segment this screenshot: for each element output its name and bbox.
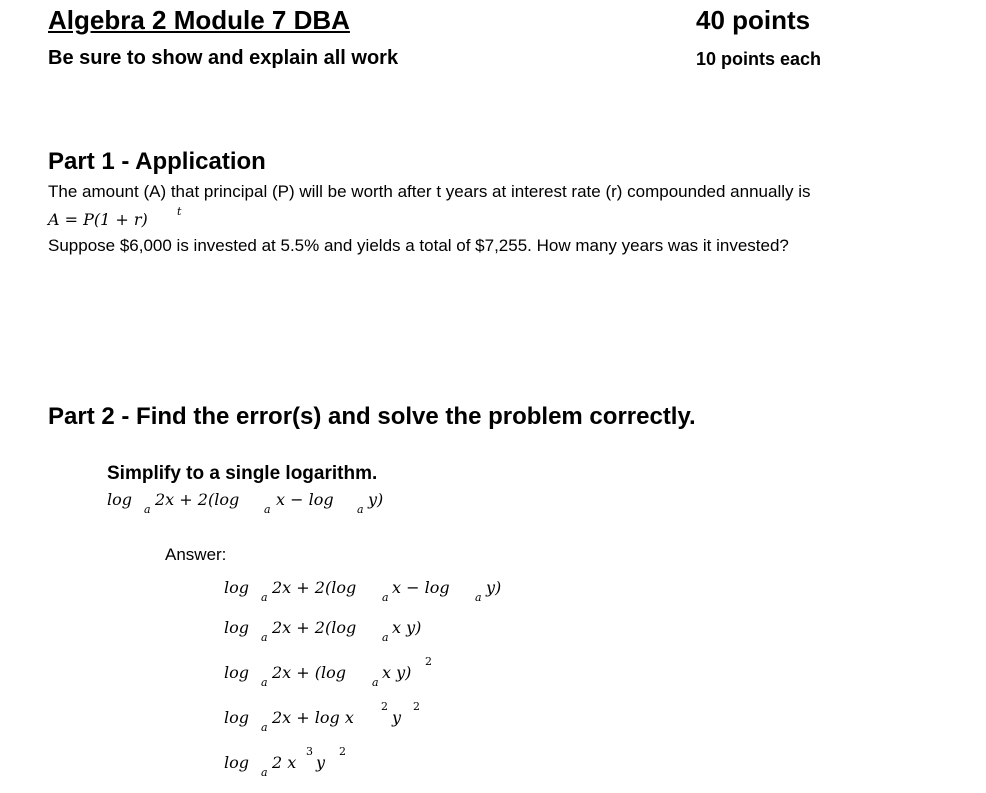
part1-description: The amount (A) that principal (P) will be worth after t years at interest rate (r) compounded annually is [48,182,811,201]
part2-instruction: Simplify to a single logarithm. [107,463,378,484]
log-word: log [107,490,132,509]
step-term: x y) [382,663,412,682]
exponent: 2 [339,745,346,758]
step-term: 2x + log x [272,708,354,727]
log-word: log [224,753,249,772]
log-base: a [261,591,268,604]
step-term: 2 x [272,753,297,772]
log-base: a [264,503,271,516]
exponent: 2 [413,700,420,713]
step-term: y [316,753,326,772]
exponent: 3 [306,745,313,758]
log-base: a [261,676,268,689]
points-each: 10 points each [696,49,822,69]
total-points: 40 points [696,5,811,35]
part1-question: Suppose $6,000 is invested at 5.5% and yields a total of $7,255. How many years was it invested? [48,236,789,255]
subtitle: Be sure to show and explain all work [48,47,399,69]
log-base: a [475,591,482,604]
formula-exponent: t [177,205,182,218]
document-title: Algebra 2 Module 7 DBA [48,5,350,35]
exponent: 2 [425,655,432,668]
log-word: log [224,708,249,727]
step-term: y [392,708,402,727]
log-base: a [357,503,364,516]
step-term: x − log [392,578,450,597]
problem-term: 2x + 2(log [155,490,240,509]
exponent: 2 [381,700,388,713]
step-term: 2x + 2(log [272,618,357,637]
step-term: 2x + (log [272,663,347,682]
compound-formula: A = P(1 + r) [48,210,148,229]
log-base: a [261,631,268,644]
part2-heading: Part 2 - Find the error(s) and solve the problem correctly. [48,403,696,430]
part1-heading: Part 1 - Application [48,148,266,175]
problem-term: y) [368,490,384,509]
log-base: a [372,676,379,689]
log-base: a [261,721,268,734]
step-term: 2x + 2(log [272,578,357,597]
log-word: log [224,578,249,597]
step-term: x y) [392,618,422,637]
log-word: log [224,663,249,682]
log-base: a [382,591,389,604]
log-word: log [224,618,249,637]
log-base: a [144,503,151,516]
answer-label: Answer: [165,545,227,564]
step-term: y) [486,578,502,597]
log-base: a [261,766,268,779]
problem-term: x − log [276,490,334,509]
log-base: a [382,631,389,644]
